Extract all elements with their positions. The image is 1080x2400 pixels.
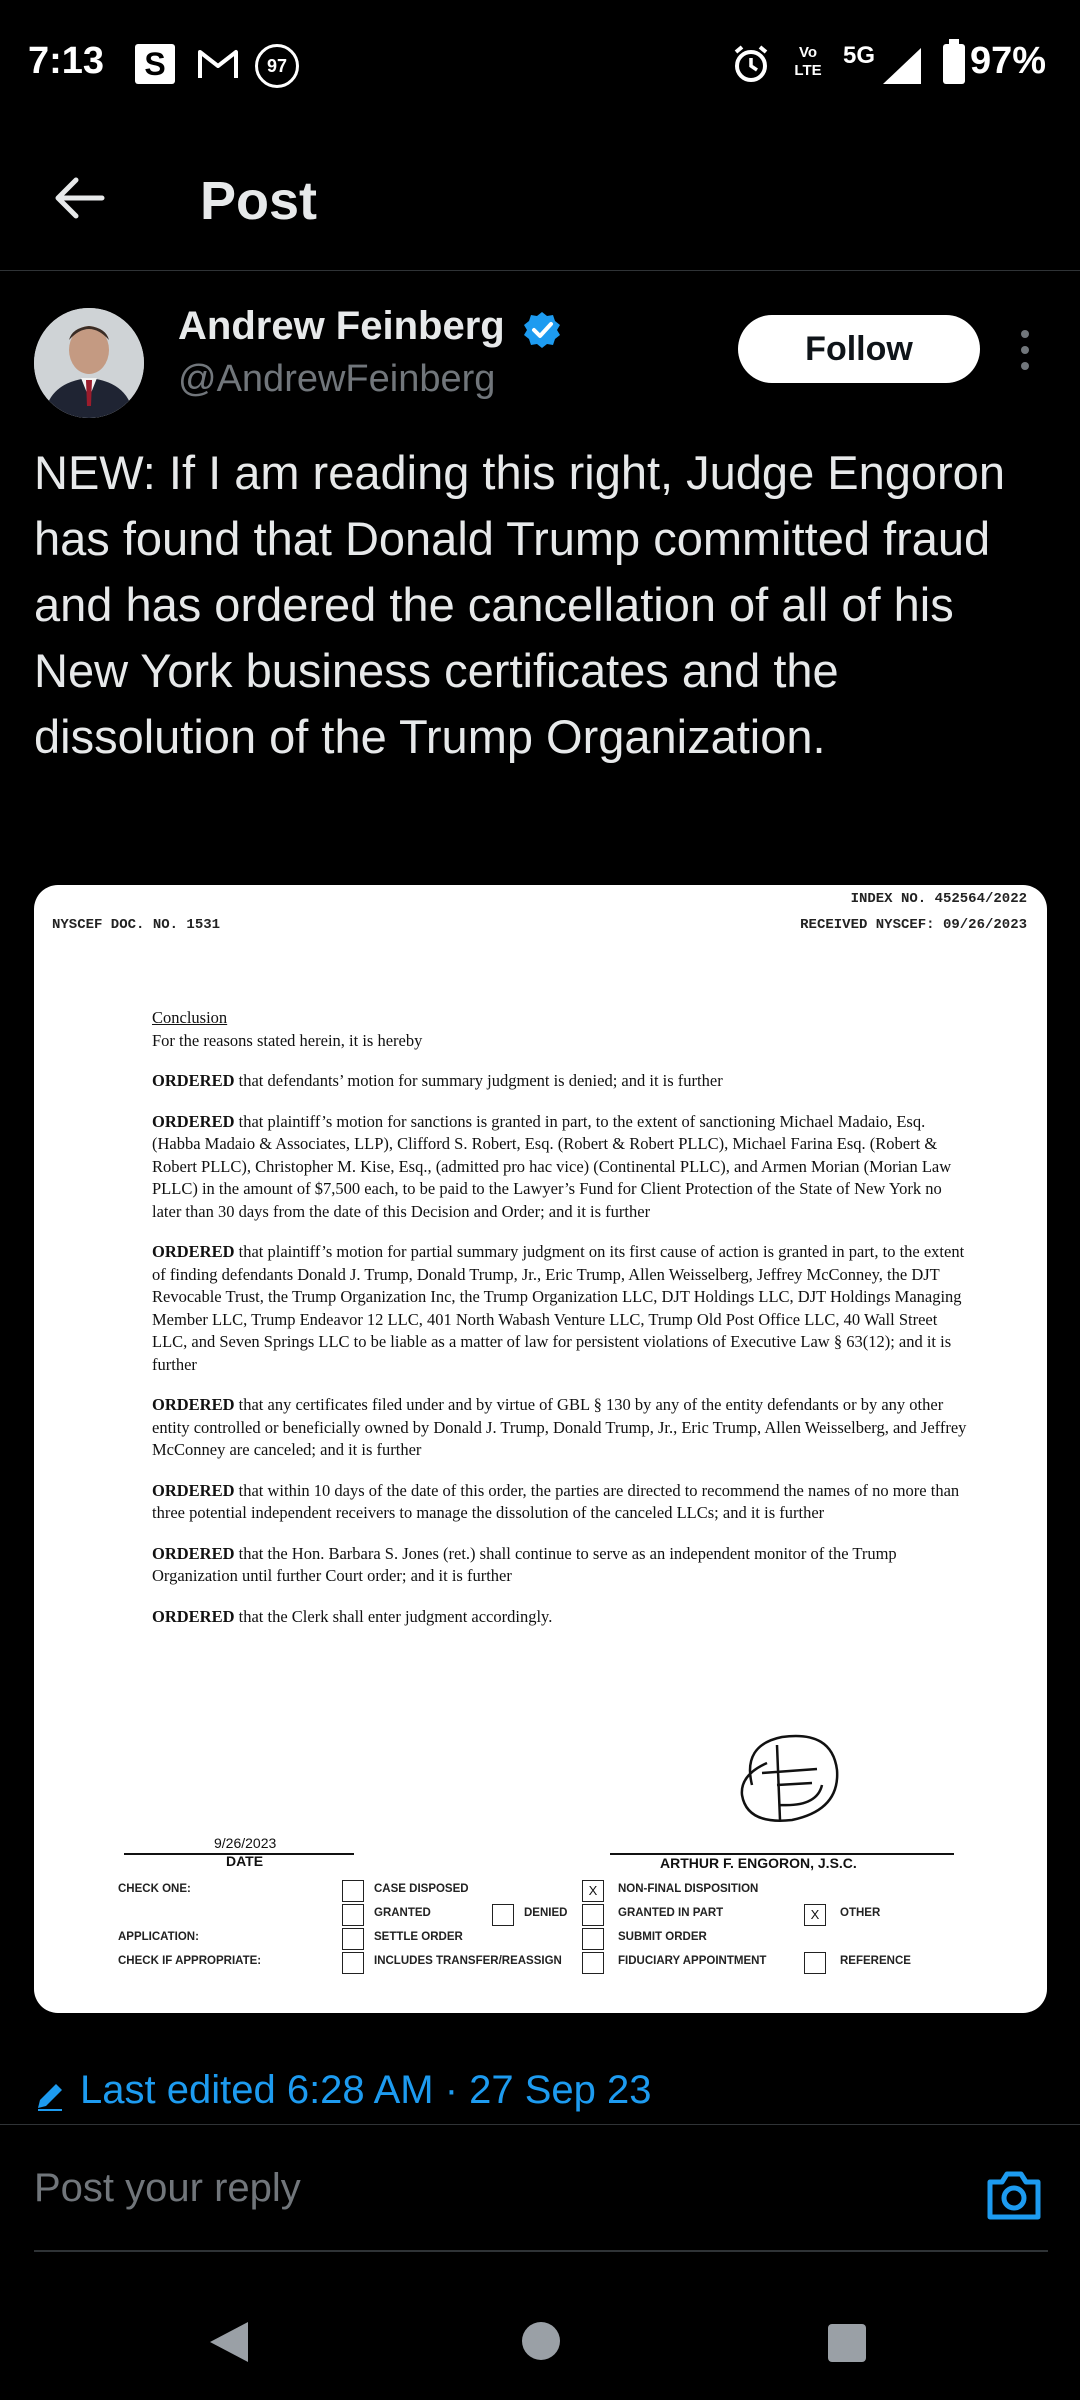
denied-label: DENIED xyxy=(524,1907,568,1919)
checkbox-granted-in-part xyxy=(582,1904,604,1926)
last-edited-link[interactable]: Last edited 6:28 AM · 27 Sep 23 xyxy=(80,2068,652,2112)
signal-icon xyxy=(883,48,923,84)
top-app-bar xyxy=(0,140,1080,271)
page-title: Post xyxy=(200,171,318,231)
alarm-icon xyxy=(732,44,770,84)
ordered-word: ORDERED xyxy=(152,1395,235,1414)
camera-icon[interactable] xyxy=(985,2168,1043,2222)
checkbox-fiduciary xyxy=(582,1952,604,1974)
checkbox-reference xyxy=(804,1952,826,1974)
doc-heading: Conclusion xyxy=(152,1008,228,1027)
check-one-label: CHECK ONE: xyxy=(118,1883,191,1895)
doc-paragraph-text: that the Clerk shall enter judgment accordingly. xyxy=(234,1606,553,1626)
judge-name: ARTHUR F. ENGORON, J.S.C. xyxy=(660,1855,857,1871)
checkbox-includes-transfer xyxy=(342,1952,364,1974)
status-bar xyxy=(0,0,1080,132)
application-label: APPLICATION: xyxy=(118,1931,199,1943)
doc-paragraph-text: that plaintiff’s motion for sanctions is granted in part, to the extent of sanctioning Michael Madaio, Esq. (Habba Madaio & Associates, LLP), Clifford S. Robert, Esq. (Robert & Robert PLLC), Michael Farina Esq. (Robert & Robert PLLC), Christopher M. Kise, Esq., (admitted pro hac vice) (Continental PLLC), and Armen Morian (Morian Law PLLC) in the amount of $7,500 each, to be paid to the Lawyer’s Fund for Client Protection of the State of New York no later than 30 days from the date of this Decision and Order; and it is further xyxy=(152,1111,952,1221)
volte-label: Vo LTE xyxy=(794,44,822,79)
doc-intro: For the reasons stated herein, it is hereby xyxy=(152,1030,423,1050)
doc-paragraph-text: that defendants’ motion for summary judgment is denied; and it is further xyxy=(234,1071,723,1090)
ordered-word: ORDERED xyxy=(152,1543,235,1563)
battery-icon xyxy=(943,44,965,84)
settle-order-label: SETTLE ORDER xyxy=(374,1931,463,1943)
system-nav-bar xyxy=(0,2280,1080,2400)
divider xyxy=(0,2124,1080,2125)
notification-count-icon: 97 xyxy=(255,44,299,88)
s-app-icon: S xyxy=(135,44,175,84)
case-disposed-label: CASE DISPOSED xyxy=(374,1883,469,1895)
author-name[interactable]: Andrew Feinberg xyxy=(178,304,505,348)
nav-home-icon[interactable] xyxy=(522,2322,560,2360)
date-label: DATE xyxy=(226,1853,264,1869)
includes-transfer-label: INCLUDES TRANSFER/REASSIGN xyxy=(374,1955,562,1967)
edit-pencil-icon xyxy=(34,2080,66,2112)
nav-back-icon[interactable] xyxy=(206,2318,252,2366)
follow-button[interactable]: Follow xyxy=(738,315,980,383)
post-text: NEW: If I am reading this right, Judge Engoron has found that Donald Trump committed fraud and has ordered the cancellation of all of his New York business certificates and the dissolution of the Trump Organization. xyxy=(34,446,1005,763)
doc-index-number: INDEX NO. 452564/2022 xyxy=(850,891,1027,907)
checkbox-settle-order xyxy=(342,1928,364,1950)
verified-badge-icon xyxy=(522,310,562,350)
doc-paragraph-text: that within 10 days of the date of this order, the parties are directed to recommend the names of no more than three potential independent receivers to manage the dissolution of the canceled LLCs; and it is further xyxy=(152,1480,960,1522)
doc-paragraph xyxy=(152,1394,972,1462)
checkbox-non-final: X xyxy=(582,1880,604,1902)
ordered-word: ORDERED xyxy=(152,1111,235,1131)
reply-underline xyxy=(34,2250,1048,2252)
author-handle[interactable]: @AndrewFeinberg xyxy=(178,358,496,400)
reference-label: REFERENCE xyxy=(840,1955,911,1967)
reply-input[interactable]: Post your reply xyxy=(34,2166,301,2210)
ordered-word: ORDERED xyxy=(152,1606,235,1626)
doc-received-date: RECEIVED NYSCEF: 09/26/2023 xyxy=(800,917,1027,933)
granted-label: GRANTED xyxy=(374,1907,431,1919)
more-options-icon[interactable] xyxy=(1010,328,1040,372)
doc-paragraph xyxy=(152,1543,972,1588)
doc-paragraph-text: that the Hon. Barbara S. Jones (ret.) shall continue to serve as an independent monitor of the Trump Organization until further Court order; and it is further xyxy=(152,1543,897,1585)
judge-signature xyxy=(722,1725,852,1835)
checkbox-case-disposed xyxy=(342,1880,364,1902)
doc-paragraph xyxy=(152,1111,972,1224)
nav-recents-icon[interactable] xyxy=(828,2324,866,2362)
fiduciary-label: FIDUCIARY APPOINTMENT xyxy=(618,1955,767,1967)
checkbox-submit-order xyxy=(582,1928,604,1950)
ordered-word: ORDERED xyxy=(152,1071,235,1090)
back-arrow-icon[interactable] xyxy=(50,168,110,228)
avatar[interactable] xyxy=(34,308,144,418)
other-label: OTHER xyxy=(840,1907,881,1919)
doc-paragraph xyxy=(152,1606,972,1629)
ordered-word: ORDERED xyxy=(152,1480,235,1500)
checkbox-denied xyxy=(492,1904,514,1926)
battery-level: 97% xyxy=(970,40,1047,82)
doc-paragraph xyxy=(152,1241,972,1376)
submit-order-label: SUBMIT ORDER xyxy=(618,1931,707,1943)
checkbox-granted xyxy=(342,1904,364,1926)
doc-paragraph xyxy=(152,1480,972,1525)
checkbox-other: X xyxy=(804,1904,826,1926)
status-time: 7:13 xyxy=(28,40,105,82)
post-image-document[interactable] xyxy=(34,885,1047,2013)
avatar-image xyxy=(34,308,144,418)
doc-paragraph xyxy=(152,1070,972,1093)
doc-paragraph-text: that any certificates filed under and by virtue of GBL § 130 by any of the entity defendants or by any other entity controlled or beneficially owned by Donald J. Trump, Donald Trump, Jr., Eric Trump, Allen Weisselberg, and Jeffrey McConney are canceled; and it is further xyxy=(152,1395,967,1459)
doc-body xyxy=(152,1007,972,1628)
network-type: 5G xyxy=(843,42,876,69)
signed-date: 9/26/2023 xyxy=(214,1835,277,1851)
doc-paragraph-text: that plaintiff’s motion for partial summary judgment on its first cause of action is granted in part, to the extent of finding defendants Donald J. Trump, Donald Trump, Jr., Eric Trump, Allen Weisselberg, Jeffrey McConney, the DJT Revocable Trust, the Trump Organization Inc, the Trump Organization LLC, DJT Holdings LLC, DJT Holdings Managing Member LLC, Trump Endeavor 12 LLC, 401 North Wabash Venture LLC, Trump Old Post Office LLC, 40 Wall Street LLC, and Seven Springs LLC to be liable as a matter of law for persistent violations of Executive Law § 63(12); and it is further xyxy=(152,1242,965,1374)
non-final-label: NON-FINAL DISPOSITION xyxy=(618,1883,759,1895)
doc-number: NYSCEF DOC. NO. 1531 xyxy=(52,917,221,933)
ordered-word: ORDERED xyxy=(152,1242,235,1261)
granted-in-part-label: GRANTED IN PART xyxy=(618,1907,724,1919)
check-if-label: CHECK IF APPROPRIATE: xyxy=(118,1955,262,1967)
gmail-icon xyxy=(196,44,240,84)
